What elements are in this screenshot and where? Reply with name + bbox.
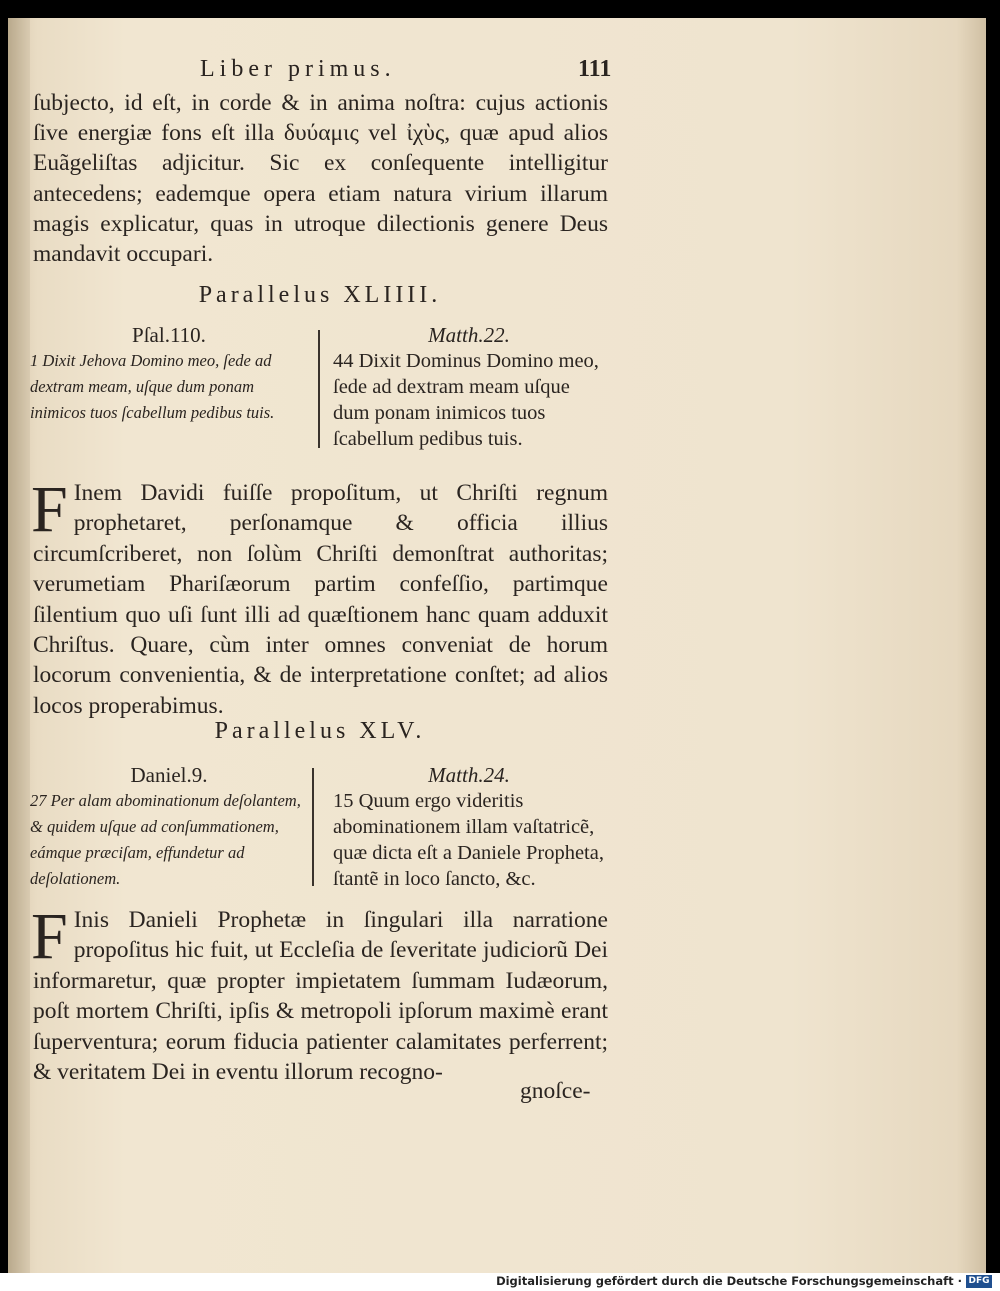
paragraph-continuation: ſubjecto, id eſt, in corde & in anima noſtra: cujus actionis ſive energiæ fons eſt illa δυύαμις vel ἰχὺς, quæ apud alios Euãgeliſtas adjicitur. Sic ex conſequente intelligitur antecedens; eademque opera etiam natura virium illarum magis explicatur, quas in utroque dilectionis genere Deus mandavit occupari. [33, 90, 608, 268]
scripture-reference: Daniel.9. [130, 763, 208, 787]
section-title-parallelus-44: Parallelus XLIIII. [198, 282, 442, 308]
scripture-text: 44 Dixit Dominus Domino meo, ſede ad dextram meam uſque dum ponam inimicos tuos ſcabellum pedibus tuis. [333, 350, 599, 450]
parallel-right-column [333, 322, 605, 452]
scripture-text: 27 Per alam abominationum deſolantem, & quidem uſque ad conſummationem, eámque præciſam, effundetur ad deſolationem. [30, 791, 301, 888]
scripture-text: 1 Dixit Jehova Domino meo, ſede ad dextram meam, uſque dum ponam inimicos tuos ſcabellum pedibus tuis. [30, 351, 275, 422]
parallel-left-column [30, 322, 308, 426]
scripture-reference: Pſal.110. [132, 323, 206, 347]
scripture-reference: Matth.22. [428, 323, 510, 347]
column-divider [312, 768, 314, 886]
running-title: Liber primus. [200, 56, 396, 82]
page-number: 111 [578, 56, 612, 82]
parallel-left-column [30, 762, 308, 892]
footer-bar [0, 1273, 1000, 1291]
section-title-parallelus-45: Parallelus XLV. [214, 718, 426, 744]
parallel-right-column [333, 762, 605, 892]
drop-cap: F [31, 473, 68, 546]
page-binding-edge [8, 18, 30, 1273]
commentary-text: Inis Danieli Prophetæ in ſingulari illa narratione propoſitus hic fuit, ut Eccleſia de ſeveritate judiciorũ Dei informaretur, quæ propter impietatem ſummam Iudæorum, poſt mortem Chriſti, ipſis & metropoli ipſorum maximè erant ſuperventura; eorum fiducia patienter calamitates perferrent; & veritatem Dei in eventu illorum recogno- [33, 907, 608, 1086]
commentary-paragraph [31, 900, 608, 1087]
drop-cap: F [31, 900, 68, 973]
commentary-text: Inem Davidi fuiſſe propoſitum, ut Chriſti regnum prophetaret, perſonamque & officia illius circumſcriberet, non ſolùm Chriſti demonſtrat authoritas; verumetiam Phariſæorum partim confeſſio, partimque ſilentium quo uſi ſunt illi ad quæſtionem hanc quam adduxit Chriſtus. Quare, cùm inter omnes conveniat de horum locorum convenientia, & de interpretatione conſtet; ad alios locos properabimus. [33, 480, 608, 719]
dfg-logo-icon: DFG [966, 1275, 992, 1288]
scripture-text: 15 Quum ergo videritis abominationem illam vaſtatricẽ, quæ dicta eſt a Daniele Propheta, ſtantẽ in loco ſancto, &c. [333, 790, 604, 890]
scripture-reference: Matth.24. [428, 763, 510, 787]
page-header [0, 56, 1000, 92]
catchword: gnoſce- [520, 1078, 591, 1104]
funding-credit: Digitalisierung gefördert durch die Deutsche Forschungsgemeinschaft · [496, 1274, 962, 1288]
commentary-paragraph [31, 473, 608, 721]
column-divider [318, 330, 320, 448]
